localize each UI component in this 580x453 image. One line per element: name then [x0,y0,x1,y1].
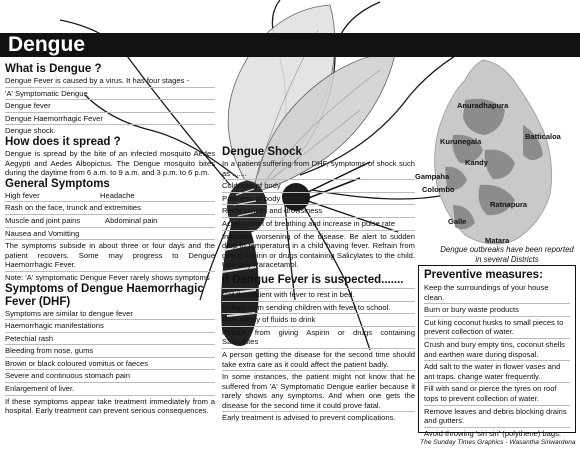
what-line: 'A' Symptomatic Dengue [5,87,215,99]
preventive-item: Fill with sand or pierce the tyres on roof tops to prevent collection of water. [424,384,570,405]
preventive-item: Add salt to the water in flower vases and ant traps. change water frequently. [424,362,570,383]
shock-line: Coldness of body [222,179,415,191]
symptom: High fever [5,190,40,200]
suspected-text: Refrain from giving Aspirin or drugs containing Salicylates [222,327,415,347]
graphics-credit: The Sunday Times Graphics - Wasantha Siriwardena [420,439,576,446]
general-text: The symptoms subside in about three or four days and the patient recovers. Some may progress to Dengue Haemorrhagic Fever. [5,241,215,270]
preventive-item: Keep the surroundings of your house clean. [424,283,570,304]
symptom: Nausea and Vomitting [5,228,80,238]
what-heading: What is Dengue ? [5,63,102,75]
shock-line: Paleness of body [222,192,415,204]
preventive-box [418,265,576,438]
dhf-text: If these symptoms appear take treatment immediately from a hospital. Early treatment can prevent serious consequences. [5,396,215,416]
preventive-item: Crush and bury empty tins, coconut shells and earthen ware during disposal. [424,340,570,361]
dhf-line: Bleeding from nose, gums [5,344,215,356]
what-line: Dengue Fever is caused by a virus. It has four stages - [5,76,190,85]
general-heading: General Symptoms [5,177,110,190]
dhf-heading: Fever (DHF) [5,295,71,308]
preventive-heading: Preventive measures: [424,269,543,281]
map-label: Matara [485,236,510,245]
suspected-line: Give plenty of fluids to drink [222,313,415,325]
dhf-line: Brown or black coloured vomitus or faeces [5,357,215,369]
symptom: Headache [100,190,135,200]
dhf-line: Petechial rash [5,332,215,344]
general-row [5,191,215,201]
middle-column [222,146,415,423]
map-label: Anuradhapura [457,101,509,110]
general-note: Note: 'A' symptomatic Dengue Fever rarely shows symptoms [5,271,215,283]
preventive-item: Cut king coconut husks to small pieces to prevent collection of water. [424,318,570,339]
what-line: Dengue Haemorrhagic Fever [5,112,215,124]
dhf-heading: Symptoms of Dengue Haemorrhagic [5,282,204,295]
symptom: Abdominal pain [105,215,158,225]
shock-line: Restlessness and drowsiness [222,204,415,216]
map-label: Kandy [465,158,488,167]
suspected-text: In some instances, the patient might not know that he suffered from 'A' Symptomatic Dengue earlier because it rarely shows any symptoms. And when one gets the disease for the second time it could prove fatal. [222,372,415,410]
suspected-line: Get the patient with fever to rest in bed. [222,288,415,300]
what-line: Dengue fever [5,99,215,111]
spread-text: Dengue is spread by the bite of an infected mosquito Aedes Aegypti and Aedes Albopictus. The Dengue mosquito bites during the daytime from 6 a.m. to 9 a.m. and 3 p.m. to 6 p.m. [5,148,215,178]
title-banner [0,33,580,57]
what-line: Dengue shock. [5,124,215,136]
map-label: Kurunegala [440,137,482,146]
shock-text: Indicates worsening of the disease. Be alert to sudden drop in temperature in a child having fever. Refrain from giving Aspirin or drugs containing Salicylates to the child. Use only Paracetamol. [222,231,415,270]
symptom: Rash on the face, trunck and extremities [5,203,141,213]
sri-lanka-map [405,55,580,250]
map-label: Ratnapura [490,200,528,209]
map-label: Batticaloa [525,132,561,141]
map-label: Galle [448,217,467,226]
suspected-text: A person getting the disease for the second time should take extra care as it could affect the patient badly. [222,349,415,369]
symptom: Muscle and joint pains [5,215,81,225]
shock-heading: Dengue Shock [222,146,302,158]
shock-line: Acceleration of breathing and increase in pulse rate [222,217,415,229]
page-title: Dengue [8,33,86,56]
dhf-line: Severe and continuous stomach pain [5,369,215,381]
shock-intro: In a patient suffering from DHF, symptoms of shock such as ....... [222,159,415,178]
map-label: Colombo [422,185,455,194]
dhf-line: Enlargement of liver. [5,382,215,394]
suspected-heading: If Dengue Fever is suspected....... [222,273,404,286]
preventive-item: Remove leaves and debris blocking drains and gutters. [424,407,570,428]
preventive-item: Burn or bury waste products [424,305,570,317]
suspected-line: Refrain from sending children with fever to school. [222,301,415,313]
general-row [5,201,215,213]
suspected-last: Early treatment is advised to prevent complications. [222,411,415,423]
left-column [5,63,215,416]
map-label: Gampaha [415,172,450,181]
dhf-line: Symptoms are similar to dengue fever [5,308,133,318]
map-caption: Dengue outbreaks have been reported in several Districts [440,245,574,264]
preventive-item: Avoid throwing 'siri siri' (polythene) bags. [424,428,561,438]
spread-heading: How does it spread ? [5,135,121,148]
dhf-line: Haemorrhagic manifestations [5,319,215,331]
general-row [5,214,215,226]
general-row [5,227,215,239]
